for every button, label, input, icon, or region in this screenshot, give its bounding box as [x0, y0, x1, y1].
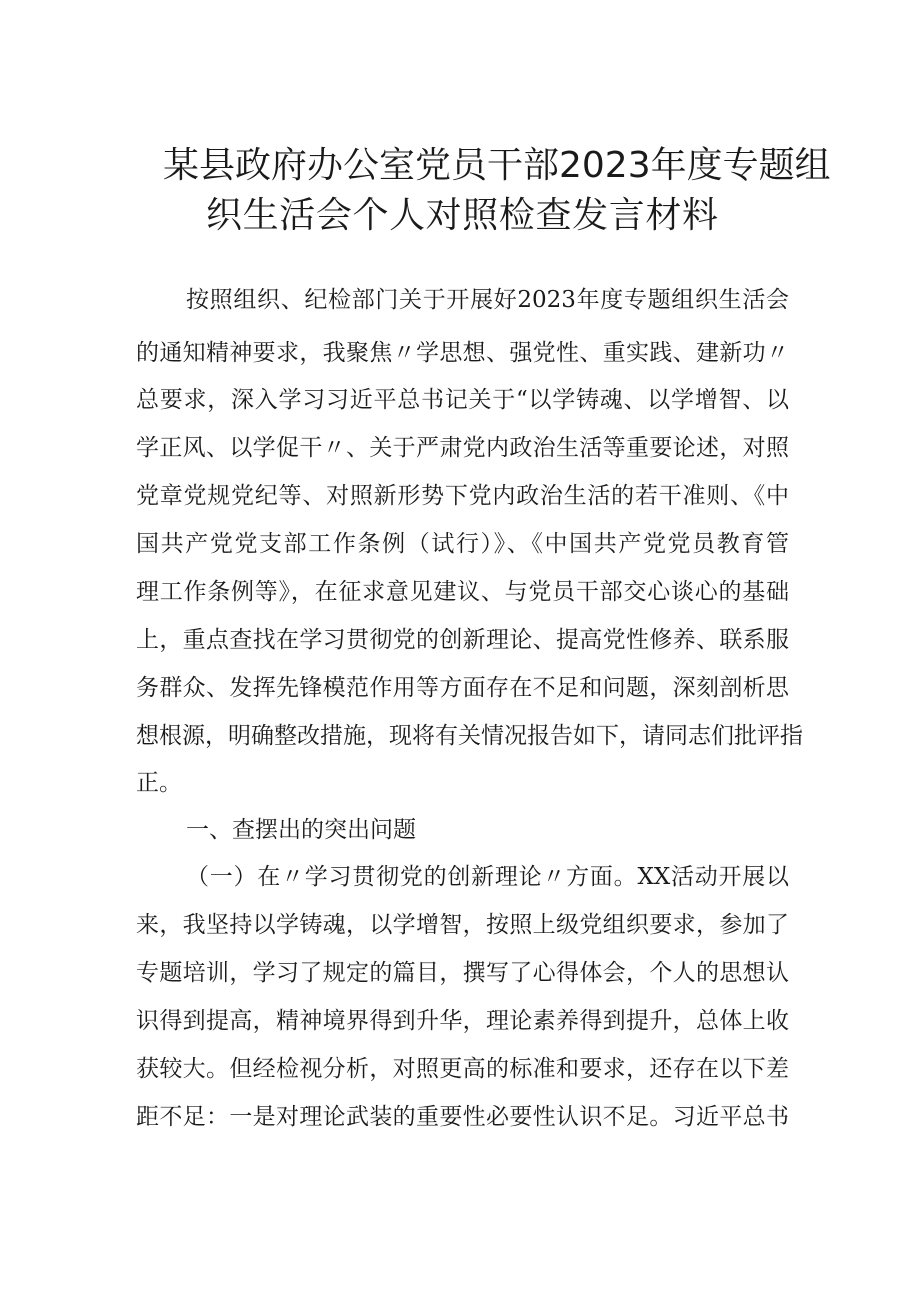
paragraph-line: 想根源，明确整改措施，现将有关情况报告如下，请同志们批评指	[136, 723, 803, 749]
paragraph-line: 的通知精神要求，我聚焦〃学思想、强党性、重实践、建新功〃	[136, 340, 789, 366]
paragraph-line: 务群众、发挥先锋模范作用等方面存在不足和问题，深刻剖析思	[136, 675, 789, 701]
paragraph-line: 来，我坚持以学铸魂，以学增智，按照上级党组织要求，参加了	[136, 912, 789, 938]
paragraph-line: 正。	[136, 770, 182, 796]
document-title-line-1: 某县政府办公室党员干部2023年度专题组	[163, 145, 831, 186]
paragraph-line: 识得到提高，精神境界得到升华，理论素养得到提升，总体上收	[136, 1008, 789, 1034]
paragraph-line: 国共产党党支部工作条例（试行）》、《中国共产党党员教育管	[136, 531, 789, 557]
paragraph-line: 总要求，深入学习习近平总书记关于“以学铸魂、以学增智、以	[136, 387, 789, 413]
paragraph-line: 按照组织、纪检部门关于开展好2023年度专题组织生活会	[186, 287, 789, 313]
paragraph-line: 党章党规党纪等、对照新形势下党内政治生活的若干准则、《中	[136, 483, 789, 509]
paragraph-line: 专题培训，学习了规定的篇目，撰写了心得体会，个人的思想认	[136, 960, 789, 986]
paragraph-line: （一）在〃学习贯彻党的创新理论〃方面。XX活动开展以	[186, 864, 789, 890]
paragraph-line: 距不足：一是对理论武装的重要性必要性认识不足。习近平总书	[136, 1104, 789, 1130]
paragraph-line: 理工作条例等》，在征求意见建议、与党员干部交心谈心的基础	[136, 579, 789, 605]
paragraph-line: 上，重点查找在学习贯彻党的创新理论、提高党性修养、联系服	[136, 627, 789, 653]
paragraph-line: 学正风、以学促干〃、关于严肃党内政治生活等重要论述，对照	[136, 435, 789, 461]
section-heading: 一、查摆出的突出问题	[186, 817, 416, 843]
paragraph-line: 获较大。但经检视分析，对照更高的标准和要求，还存在以下差	[136, 1056, 789, 1082]
document-title-line-2: 织生活会个人对照检查发言材料	[206, 195, 718, 236]
